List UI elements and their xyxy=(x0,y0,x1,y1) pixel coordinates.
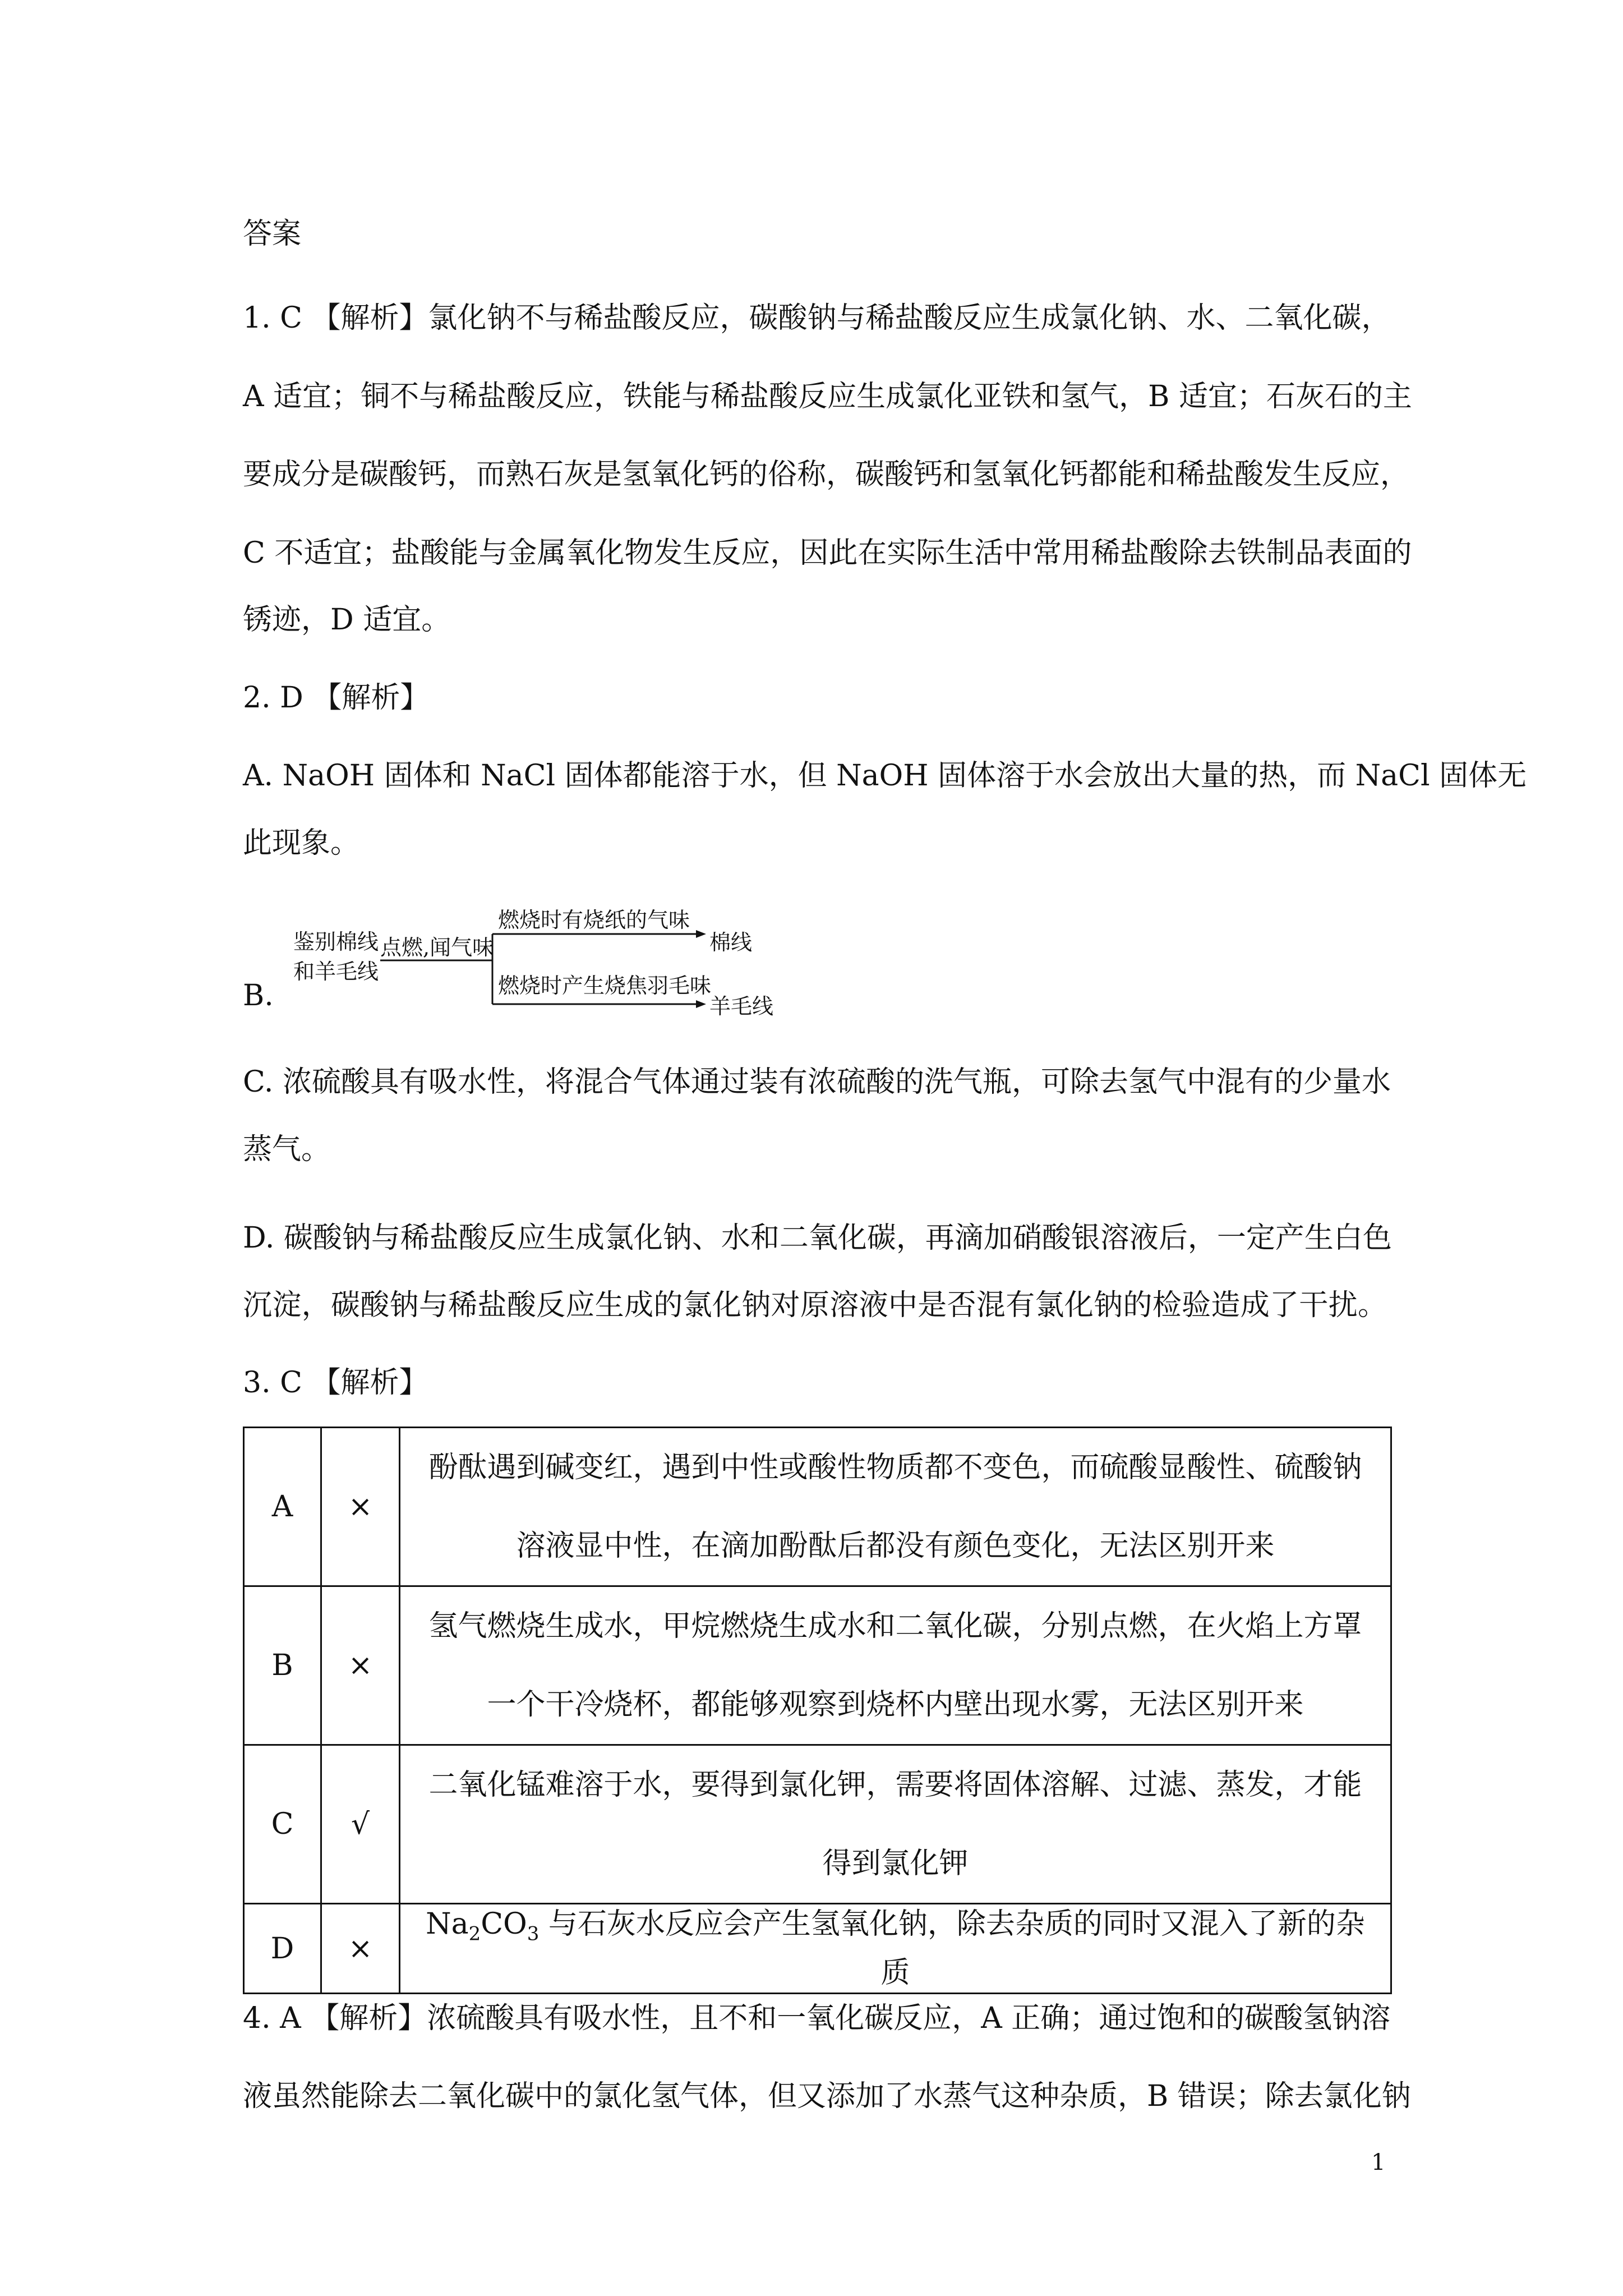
formula-na: Na xyxy=(426,1907,469,1941)
answer-table xyxy=(243,1427,1392,1994)
table-row xyxy=(244,1586,1391,1745)
diagram-subject-line2: 和羊毛线 xyxy=(293,959,379,984)
table-row xyxy=(244,1428,1391,1586)
q2-d-line-1: D. 碳酸钠与稀盐酸反应生成氯化钠、水和二氧化碳，再滴加硝酸银溶液后，一定产生白色 xyxy=(243,1221,1392,1255)
explanation-cell: 二氧化锰难溶于水，要得到氯化钾，需要将固体溶解、过滤、蒸发，才能得到氯化钾 xyxy=(400,1745,1391,1904)
q2-header: 2. D 【解析】 xyxy=(243,681,430,715)
page-number: 1 xyxy=(1371,2150,1386,2175)
q2-c-line-1: C. 浓硫酸具有吸水性，将混合气体通过装有浓硫酸的洗气瓶，可除去氢气中混有的少量水 xyxy=(243,1065,1391,1099)
diagram-method-label: 点燃,闻气味 xyxy=(380,935,494,960)
q1-line-1: 1. C 【解析】氯化钠不与稀盐酸反应，碳酸钠与稀盐酸反应生成氯化钠、水、二氧化碳， xyxy=(243,301,1391,335)
q2-c-line-2: 蒸气。 xyxy=(243,1133,331,1166)
option-cell: A xyxy=(244,1428,321,1586)
diagram-upper-result: 棉线 xyxy=(709,930,753,955)
diagram-subject-line1: 鉴别棉线 xyxy=(293,930,379,954)
answer-heading: 答案 xyxy=(243,217,302,251)
q1-line-2: A 适宜；铜不与稀盐酸反应，铁能与稀盐酸反应生成氯化亚铁和氢气，B 适宜；石灰石的主 xyxy=(243,380,1412,413)
q1-line-5: 锈迹，D 适宜。 xyxy=(243,603,451,637)
table-row xyxy=(244,1904,1391,1994)
diagram-upper-condition: 燃烧时有烧纸的气味 xyxy=(498,908,690,932)
q4-line-2: 液虽然能除去二氧化碳中的氯化氢气体，但又添加了水蒸气这种杂质，B 错误；除去氯化钠 xyxy=(243,2079,1411,2113)
diagram-lower-condition: 燃烧时产生烧焦羽毛味 xyxy=(498,973,712,998)
formula-subscript-2: 2 xyxy=(468,1922,481,1945)
diagram-arrows xyxy=(243,898,860,1027)
table-row xyxy=(244,1745,1391,1904)
formula-subscript-3: 3 xyxy=(527,1922,540,1945)
explanation-cell: 酚酞遇到碱变红，遇到中性或酸性物质都不变色，而硫酸显酸性、硫酸钠溶液显中性，在滴加酚酞后都没有颜色变化，无法区别开来 xyxy=(400,1428,1391,1586)
q2-d-line-2: 沉淀，碳酸钠与稀盐酸反应生成的氯化钠对原溶液中是否混有氯化钠的检验造成了干扰。 xyxy=(243,1289,1387,1322)
q2-a-line-2: 此现象。 xyxy=(243,826,360,860)
q1-line-4: C 不适宜；盐酸能与金属氧化物发生反应，因此在实际生活中常用稀盐酸除去铁制品表面的 xyxy=(243,536,1412,570)
option-cell: B xyxy=(244,1586,321,1745)
option-cell: C xyxy=(244,1745,321,1904)
q4-line-1: 4. A 【解析】浓硫酸具有吸水性，且不和一氧化碳反应，A 正确；通过饱和的碳酸氢钠溶 xyxy=(243,2001,1391,2035)
q1-line-3: 要成分是碳酸钙，而熟石灰是氢氧化钙的俗称，碳酸钙和氢氧化钙都能和稀盐酸发生反应， xyxy=(243,458,1410,491)
option-cell: D xyxy=(244,1904,321,1994)
judgement-cell: √ xyxy=(321,1745,400,1904)
explanation-text: 与石灰水反应会产生氢氧化钠，除去杂质的同时又混入了新的杂质 xyxy=(539,1907,1365,1990)
formula-co: CO xyxy=(481,1907,527,1941)
explanation-cell xyxy=(400,1904,1391,1994)
diagram-lower-result: 羊毛线 xyxy=(709,994,774,1019)
explanation-cell: 氢气燃烧生成水，甲烷燃烧生成水和二氧化碳，分别点燃，在火焰上方罩一个干冷烧杯，都能够观察到烧杯内壁出现水雾，无法区别开来 xyxy=(400,1586,1391,1745)
q3-header: 3. C 【解析】 xyxy=(243,1366,428,1400)
q2-a-line-1: A. NaOH 固体和 NaCl 固体都能溶于水，但 NaOH 固体溶于水会放出大量的热，而 NaCl 固体无 xyxy=(243,759,1527,793)
judgement-cell: × xyxy=(321,1586,400,1745)
judgement-cell: × xyxy=(321,1904,400,1994)
judgement-cell: × xyxy=(321,1428,400,1586)
option-b-label: B. xyxy=(243,979,274,1013)
flow-diagram-b xyxy=(243,898,860,1027)
